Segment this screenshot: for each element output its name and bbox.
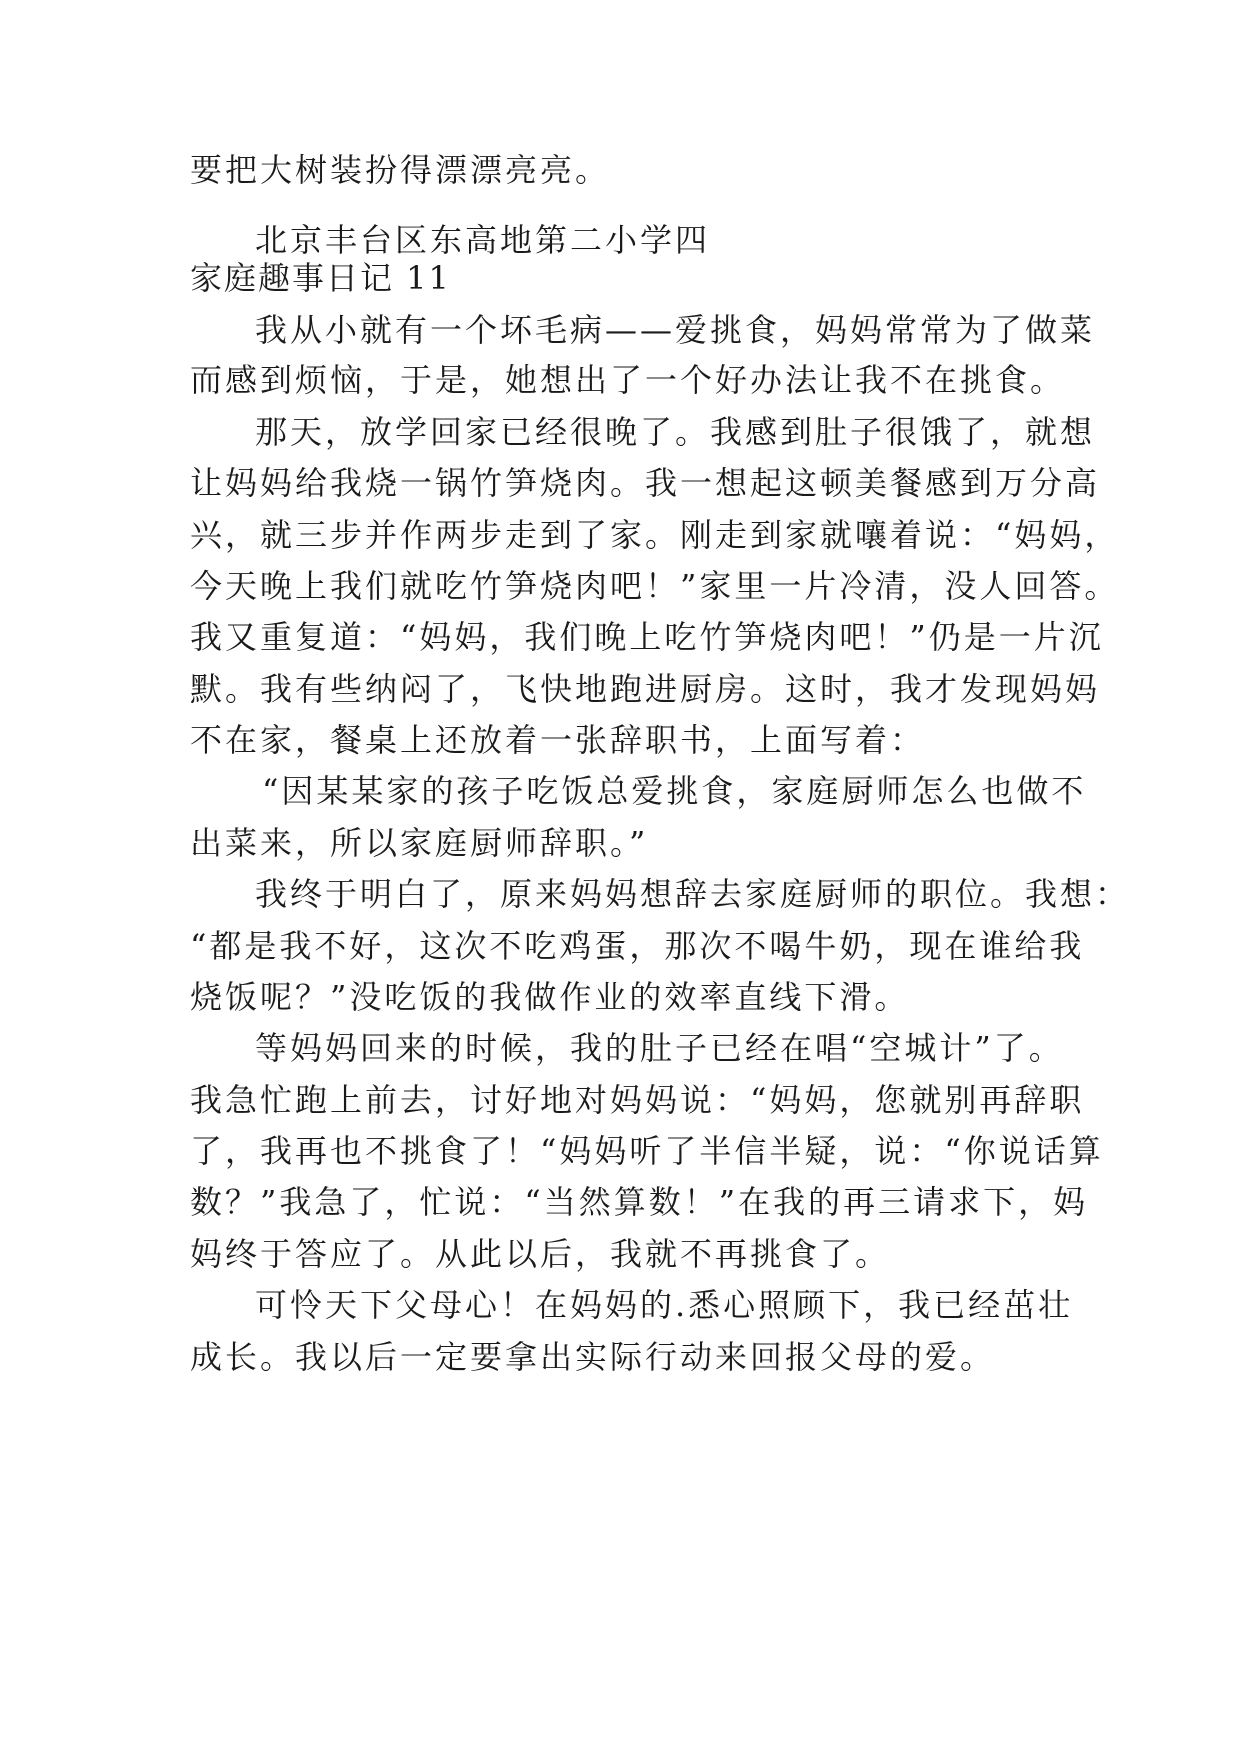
school-name-line: 北京丰台区东高地第二小学四	[255, 221, 711, 259]
essay-title: 家庭趣事日记 11	[190, 259, 451, 297]
text-line: 我终于明白了，原来妈妈想辞去家庭厨师的职位。我想：	[255, 875, 1131, 913]
text-line: 今天晚上我们就吃竹笋烧肉吧！”家里一片冷清，没人回答。	[190, 567, 1120, 605]
text-line: 要把大树装扮得漂漂亮亮。	[190, 151, 611, 189]
text-line: 妈终于答应了。从此以后，我就不再挑食了。	[190, 1235, 891, 1273]
text-line: 那天，放学回家已经很晚了。我感到肚子很饿了，就想	[255, 413, 1096, 451]
text-line: 我急忙跑上前去，讨好地对妈妈说：“妈妈，您就别再辞职	[190, 1081, 1085, 1119]
text-line: 而感到烦恼，于是，她想出了一个好办法让我不在挑食。	[190, 361, 1066, 399]
text-line: 不在家，餐桌上还放着一张辞职书，上面写着：	[190, 721, 926, 759]
text-line: 让妈妈给我烧一锅竹笋烧肉。我一想起这顿美餐感到万分高	[190, 464, 1101, 502]
text-line: 等妈妈回来的时候，我的肚子已经在唱“空城计”了。	[255, 1029, 1064, 1067]
text-line: 我又重复道：“妈妈，我们晚上吃竹笋烧肉吧！”仍是一片沉	[190, 618, 1104, 656]
text-line: 可怜天下父母心！在妈妈的.悉心照顾下，我已经茁壮	[255, 1286, 1074, 1324]
text-line: 烧饭呢？”没吃饭的我做作业的效率直线下滑。	[190, 978, 910, 1016]
text-line: “因某某家的孩子吃饭总爱挑食，家庭厨师怎么也做不	[262, 772, 1087, 810]
text-line: 默。我有些纳闷了，飞快地跑进厨房。这时，我才发现妈妈	[190, 670, 1101, 708]
text-line: “都是我不好，这次不吃鸡蛋，那次不喝牛奶，现在谁给我	[190, 927, 1085, 965]
text-line: 了，我再也不挑食了！“妈妈听了半信半疑，说：“你说话算	[190, 1132, 1104, 1170]
text-line: 出菜来，所以家庭厨师辞职。”	[190, 824, 649, 862]
text-line: 数？”我急了，忙说：“当然算数！”在我的再三请求下，妈	[190, 1183, 1089, 1221]
text-line: 成长。我以后一定要拿出实际行动来回报父母的爱。	[190, 1338, 996, 1376]
text-line: 兴，就三步并作两步走到了家。刚走到家就嚷着说：“妈妈，	[190, 516, 1120, 554]
text-line: 我从小就有一个坏毛病——爱挑食，妈妈常常为了做菜	[255, 311, 1096, 349]
